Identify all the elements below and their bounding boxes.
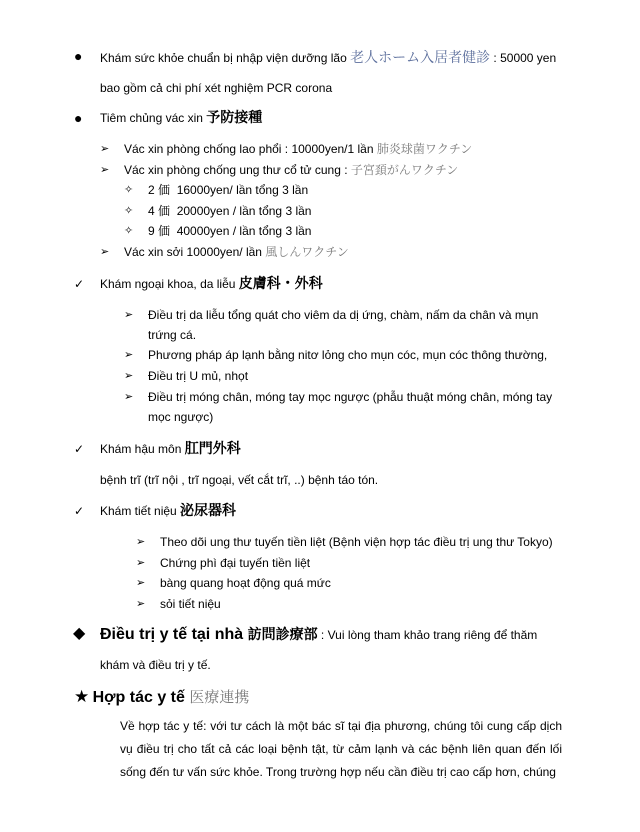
diamond-bullet-icon: ◆ xyxy=(73,625,86,642)
diamond-bullet-icon: ✧ xyxy=(124,184,134,196)
derma-title: Khám ngoại khoa, da liễu 皮膚科・外科 xyxy=(100,276,323,292)
derma-item: Điều trị móng chân, móng tay mọc ngược (phẫu thuật móng chân, móng tay mọc ngược) xyxy=(148,390,553,424)
coop-heading: ★ Hợp tác y tế 医療連携 xyxy=(74,687,250,706)
arrow-bullet-icon: ➢ xyxy=(100,164,110,176)
arrow-bullet-icon: ➢ xyxy=(136,598,146,610)
arrow-bullet-icon: ➢ xyxy=(124,391,134,403)
arrow-bullet-icon: ➢ xyxy=(124,349,134,361)
arrow-bullet-icon: ➢ xyxy=(100,246,110,258)
uro-item: sỏi tiết niệu xyxy=(160,597,221,611)
uro-title: Khám tiết niệu 泌尿器科 xyxy=(100,503,237,519)
coop-paragraph: Về hợp tác y tế: với tư cách là một bác sĩ tại địa phương, chúng tôi cung cấp dịch vụ điều trị cho tất cả các loại bệnh tật, từ cảm lạnh và các bệnh liên quan đến lối sống đến tư vấn sức khỏe. Trong trường hợp nếu cần điều trị cao cấp hơn, chúng xyxy=(120,719,562,779)
vaccine-item: Vác xin sởi 10000yen/ lần 風しんワクチン xyxy=(124,245,349,259)
uro-item: bàng quang hoạt động quá mức xyxy=(160,576,331,590)
home-title: Điều trị y tế tại nhà 訪問診療部 : Vui lòng tham khảo trang riêng để thăm xyxy=(100,626,538,643)
check-icon: ✓ xyxy=(74,277,85,291)
arrow-bullet-icon: ➢ xyxy=(136,577,146,589)
diamond-bullet-icon: ✧ xyxy=(124,225,134,237)
vaccine-title: Tiêm chủng vác xin 予防接種 xyxy=(100,110,263,126)
arrow-bullet-icon: ➢ xyxy=(124,370,134,382)
uro-item: Chứng phì đại tuyến tiền liệt xyxy=(160,556,311,570)
star-icon: ★ xyxy=(74,687,90,706)
checkup-note: bao gồm cả chi phí xét nghiệm PCR corona xyxy=(100,81,333,95)
vaccine-sub-item: 2 価 16000yen/ lần tổng 3 lần xyxy=(148,183,309,197)
derma-item: Điều trị da liễu tổng quát cho viêm da dị ứng, chàm, nấm da chân và mụn trứng cá. xyxy=(148,308,539,342)
arrow-bullet-icon: ➢ xyxy=(124,309,134,321)
anal-title: Khám hậu môn 肛門外科 xyxy=(100,441,241,457)
check-icon: ✓ xyxy=(74,442,85,456)
diamond-bullet-icon: ✧ xyxy=(124,205,134,217)
arrow-bullet-icon: ➢ xyxy=(136,557,146,569)
checkup-line: Khám sức khỏe chuẩn bị nhập viện dưỡng lão 老人ホーム入居者健診 : 50000 yen xyxy=(100,50,557,66)
checkup-jp: 老人ホーム入居者健診 xyxy=(350,50,491,66)
home-note: khám và điều trị y tế. xyxy=(100,658,211,672)
vaccine-item: Vác xin phòng chống ung thư cổ tử cung : 子宮頚がんワクチン xyxy=(124,163,459,177)
vaccine-sub-item: 9 価 40000yen / lần tổng 3 lần xyxy=(148,224,312,238)
vaccine-sub-item: 4 価 20000yen / lần tổng 3 lần xyxy=(148,204,312,218)
uro-item: Theo dõi ung thư tuyến tiền liệt (Bệnh viện hợp tác điều trị ung thư Tokyo) xyxy=(160,535,553,549)
bullet-dot: ● xyxy=(74,48,83,64)
arrow-bullet-icon: ➢ xyxy=(100,143,110,155)
derma-item: Phương pháp áp lạnh bằng nitơ lỏng cho mụn cóc, mụn cóc thông thường, xyxy=(148,348,548,362)
anal-desc: bệnh trĩ (trĩ nội , trĩ ngoại, vết cắt trĩ, ..) bệnh táo tón. xyxy=(100,473,379,487)
derma-item: Điều trị U mủ, nhọt xyxy=(148,369,249,383)
bullet-dot: ● xyxy=(74,110,83,126)
arrow-bullet-icon: ➢ xyxy=(136,536,146,548)
check-icon: ✓ xyxy=(74,504,85,518)
vaccine-item: Vác xin phòng chống lao phổi : 10000yen/1 lần 肺炎球菌ワクチン xyxy=(124,142,473,156)
